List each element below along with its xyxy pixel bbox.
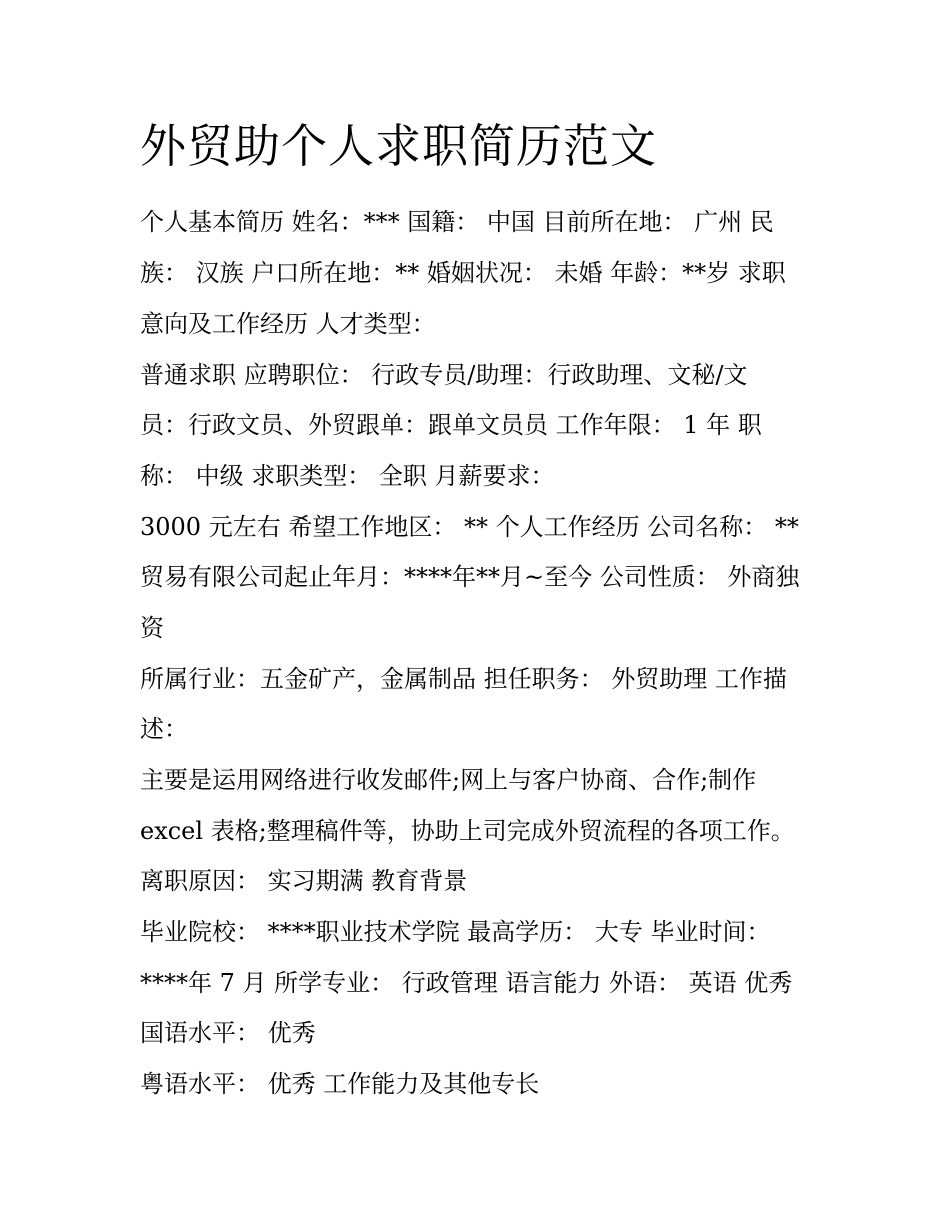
- text-line: 资: [140, 614, 164, 642]
- text-line: 主要是运用网络进行收发邮件;网上与客户协商、合作;制作: [140, 766, 757, 794]
- text-line: ****年 7 月 所学专业： 行政管理 语言能力 外语： 英语 优秀: [140, 969, 793, 997]
- text-line: 贸易有限公司起止年月：****年**月~至今 公司性质： 外商独: [140, 563, 800, 591]
- text-line: 意向及工作经历 人才类型：: [140, 310, 436, 338]
- text-line: 员：行政文员、外贸跟单：跟单文员员 工作年限： 1 年 职: [140, 411, 762, 439]
- text-line: 称： 中级 求职类型： 全职 月薪要求：: [140, 462, 555, 490]
- text-line: 3000 元左右 希望工作地区： ** 个人工作经历 公司名称： **: [140, 513, 799, 541]
- text-line: 述：: [140, 715, 188, 743]
- text-line: 毕业院校： ****职业技术学院 最高学历： 大专 毕业时间：: [140, 918, 771, 946]
- text-line: 所属行业：五金矿产，金属制品 担任职务： 外贸助理 工作描: [140, 665, 787, 693]
- text-line: 离职原因： 实习期满 教育背景: [140, 867, 468, 895]
- text-line: 族： 汉族 户口所在地：** 婚姻状况： 未婚 年龄：**岁 求职: [140, 259, 786, 287]
- text-line: 普通求职 应聘职位： 行政专员/助理：行政助理、文秘/文: [140, 361, 748, 389]
- text-line: 粤语水平： 优秀 工作能力及其他专长: [140, 1070, 540, 1098]
- text-line: excel 表格;整理稿件等，协助上司完成外贸流程的各项工作。: [140, 817, 795, 845]
- text-line: 个人基本简历 姓名：*** 国籍： 中国 目前所在地： 广州 民: [140, 208, 774, 236]
- text-line: 国语水平： 优秀: [140, 1019, 316, 1047]
- document-title: 外贸助个人求职简历范文: [140, 119, 657, 173]
